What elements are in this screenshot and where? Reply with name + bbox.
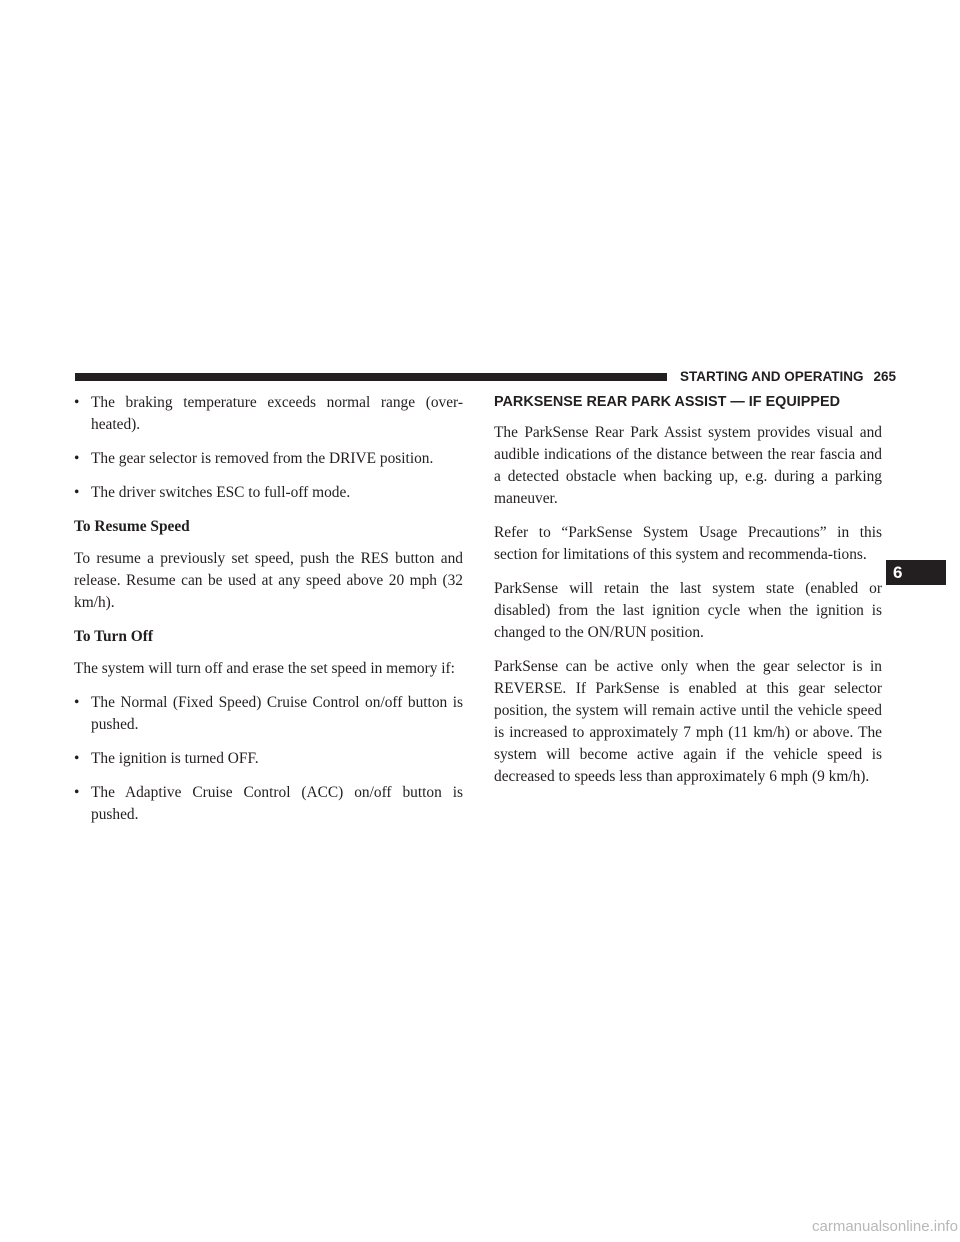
bullet-text: The driver switches ESC to full-off mode.	[91, 484, 351, 501]
bullet-glyph: •	[74, 784, 80, 801]
bullet-glyph: •	[74, 484, 80, 501]
resume-speed-heading: To Resume Speed	[74, 518, 190, 535]
bullet-text: The gear selector is removed from the DRIVE position.	[91, 450, 434, 467]
bullet-glyph: •	[74, 694, 80, 711]
parksense-section-heading: PARKSENSE REAR PARK ASSIST — IF EQUIPPED	[494, 394, 840, 410]
bullet-text: The Adaptive Cruise Control (ACC) on/off button is pushed.	[91, 784, 463, 823]
page-number: 265	[873, 369, 897, 384]
right-column	[494, 392, 882, 800]
bullet-text: The braking temperature exceeds normal range (over-heated).	[91, 394, 463, 433]
header-title: STARTING AND OPERATING	[680, 369, 864, 384]
bullet-item	[74, 748, 463, 770]
resume-speed-paragraph: To resume a previously set speed, push the RES button and release. Resume can be used at any speed above 20 mph (32 km/h).	[74, 550, 463, 611]
turn-off-heading: To Turn Off	[74, 628, 153, 645]
bullet-item	[74, 782, 463, 826]
bullet-text: The Normal (Fixed Speed) Cruise Control on/off button is pushed.	[91, 694, 463, 733]
bullet-glyph: •	[74, 394, 80, 411]
watermark: carmanualsonline.info	[812, 1218, 958, 1235]
running-header	[680, 368, 896, 386]
parksense-paragraph: ParkSense will retain the last system state (enabled or disabled) from the last ignition cycle when the ignition is changed to the ON/RUN position.	[494, 580, 882, 641]
chapter-tab[interactable]: 6	[886, 560, 946, 585]
header-rule	[75, 373, 667, 381]
bullet-item	[74, 482, 463, 504]
parksense-paragraph: The ParkSense Rear Park Assist system provides visual and audible indications of the distance between the rear fascia and a detected obstacle when backing up, e.g. during a parking maneuver.	[494, 424, 882, 507]
bullet-item	[74, 692, 463, 736]
bullet-glyph: •	[74, 450, 80, 467]
bullet-text: The ignition is turned OFF.	[91, 750, 259, 767]
parksense-paragraph: ParkSense can be active only when the gear selector is in REVERSE. If ParkSense is enabled at this gear selector position, the system will remain active until the vehicle speed is increased to approximately 7 mph (11 km/h) or above. The system will become active again if the vehicle speed is decreased to speeds less than approximately 6 mph (9 km/h).	[494, 658, 882, 785]
turn-off-paragraph: The system will turn off and erase the set speed in memory if:	[74, 660, 455, 677]
bullet-item	[74, 392, 463, 436]
bullet-glyph: •	[74, 750, 80, 767]
parksense-paragraph: Refer to “ParkSense System Usage Precautions” in this section for limitations of this system and recommenda-tions.	[494, 524, 882, 563]
left-column	[74, 392, 463, 838]
bullet-item	[74, 448, 463, 470]
